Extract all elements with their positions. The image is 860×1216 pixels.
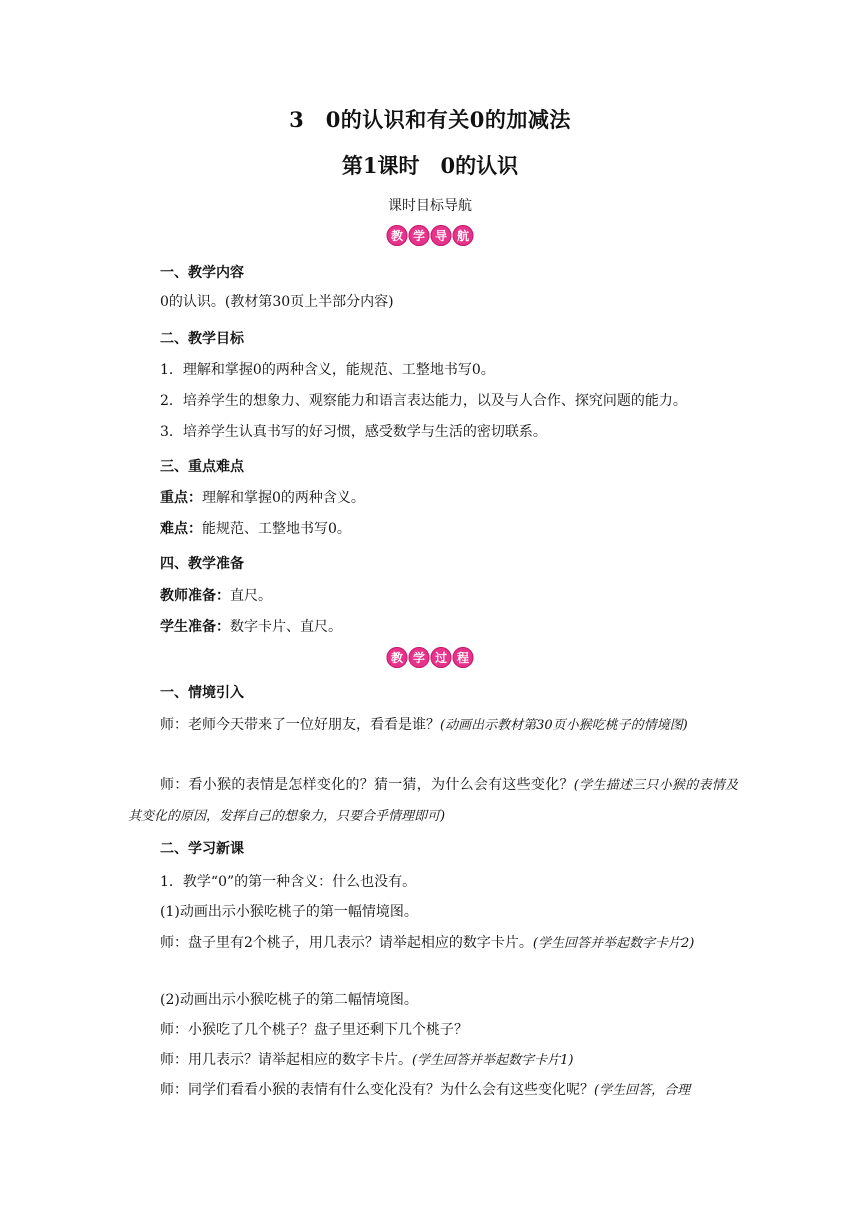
paragraph	[128, 928, 738, 959]
nav-label: 课时目标导航	[388, 198, 472, 214]
section-heading: 一、情境引入	[160, 685, 244, 701]
note-text: (学生回答并举起数字卡片2)	[532, 936, 695, 951]
diff-text: 能规范、工整地书写0。	[202, 521, 351, 537]
goal-item: 2．培养学生的想象力、观察能力和语言表达能力，以及与人合作、探究问题的能力。	[160, 393, 687, 409]
teaching-process-badge	[387, 647, 474, 668]
teaching-guide-badge	[387, 225, 474, 246]
paragraph	[128, 770, 738, 832]
note-text: (动画出示教材第30页小猴吃桃子的情境图)	[440, 718, 688, 733]
badge-char: 航	[453, 225, 474, 246]
badge-char: 程	[453, 647, 474, 668]
paragraph	[160, 1080, 740, 1101]
dialogue-text: 师：同学们看看小猴的表情有什么变化没有？为什么会有这些变化呢？	[160, 1082, 594, 1098]
teacher-label: 教师准备：	[160, 588, 230, 604]
section-heading: 二、教学目标	[160, 331, 244, 347]
section-heading: 四、教学准备	[160, 556, 244, 572]
note-text: (学生描述三只小猴的表情及其变化的原因，发挥自己的想象力，只要合乎情理即可)	[128, 778, 739, 824]
paragraph: 0的认识。(教材第30页上半部分内容)	[160, 294, 394, 310]
key-point	[160, 488, 740, 508]
student-text: 数字卡片、直尺。	[230, 619, 342, 635]
section-heading: 一、教学内容	[160, 265, 244, 281]
note-text: (学生回答，合理	[594, 1083, 691, 1098]
goal-item: 1．理解和掌握0的两种含义，能规范、工整地书写0。	[160, 362, 495, 378]
key-label: 重点：	[160, 490, 202, 506]
dialogue-text: 师：看小猴的表情是怎样变化的？猜一猜，为什么会有这些变化？	[160, 777, 574, 793]
dialogue-text: 师：老师今天带来了一位好朋友，看看是谁？	[160, 717, 440, 733]
difficulty-point	[160, 519, 740, 539]
badge-char: 学	[409, 647, 430, 668]
student-prep	[160, 617, 740, 637]
teacher-prep	[160, 586, 740, 606]
lesson-title: 第1课时 0的认识	[341, 153, 519, 178]
paragraph: 1．教学“0”的第一种含义：什么也没有。	[160, 874, 417, 890]
goal-item: 3．培养学生认真书写的好习惯，感受数学与生活的密切联系。	[160, 424, 547, 440]
paragraph: 师：小猴吃了几个桃子？盘子里还剩下几个桃子？	[160, 1022, 468, 1038]
diff-label: 难点：	[160, 521, 202, 537]
dialogue-text: 师：盘子里有2个桃子，用几表示？请举起相应的数字卡片。	[160, 935, 533, 951]
section-heading: 二、学习新课	[160, 841, 244, 857]
paragraph	[128, 710, 738, 741]
paragraph: (2)动画出示小猴吃桃子的第二幅情境图。	[160, 992, 418, 1008]
student-label: 学生准备：	[160, 619, 230, 635]
paragraph	[160, 1050, 740, 1071]
badge-char: 过	[431, 647, 452, 668]
badge-char: 导	[431, 225, 452, 246]
section-heading: 三、重点难点	[160, 459, 244, 475]
dialogue-text: 师：用几表示？请举起相应的数字卡片。	[160, 1052, 412, 1068]
teacher-text: 直尺。	[230, 588, 272, 604]
chapter-title: 3 0的认识和有关0的加减法	[289, 107, 571, 132]
badge-char: 教	[387, 647, 408, 668]
note-text: (学生回答并举起数字卡片1)	[412, 1053, 574, 1068]
key-text: 理解和掌握0的两种含义。	[202, 490, 365, 506]
badge-char: 学	[409, 225, 430, 246]
paragraph: (1)动画出示小猴吃桃子的第一幅情境图。	[160, 904, 418, 920]
badge-char: 教	[387, 225, 408, 246]
